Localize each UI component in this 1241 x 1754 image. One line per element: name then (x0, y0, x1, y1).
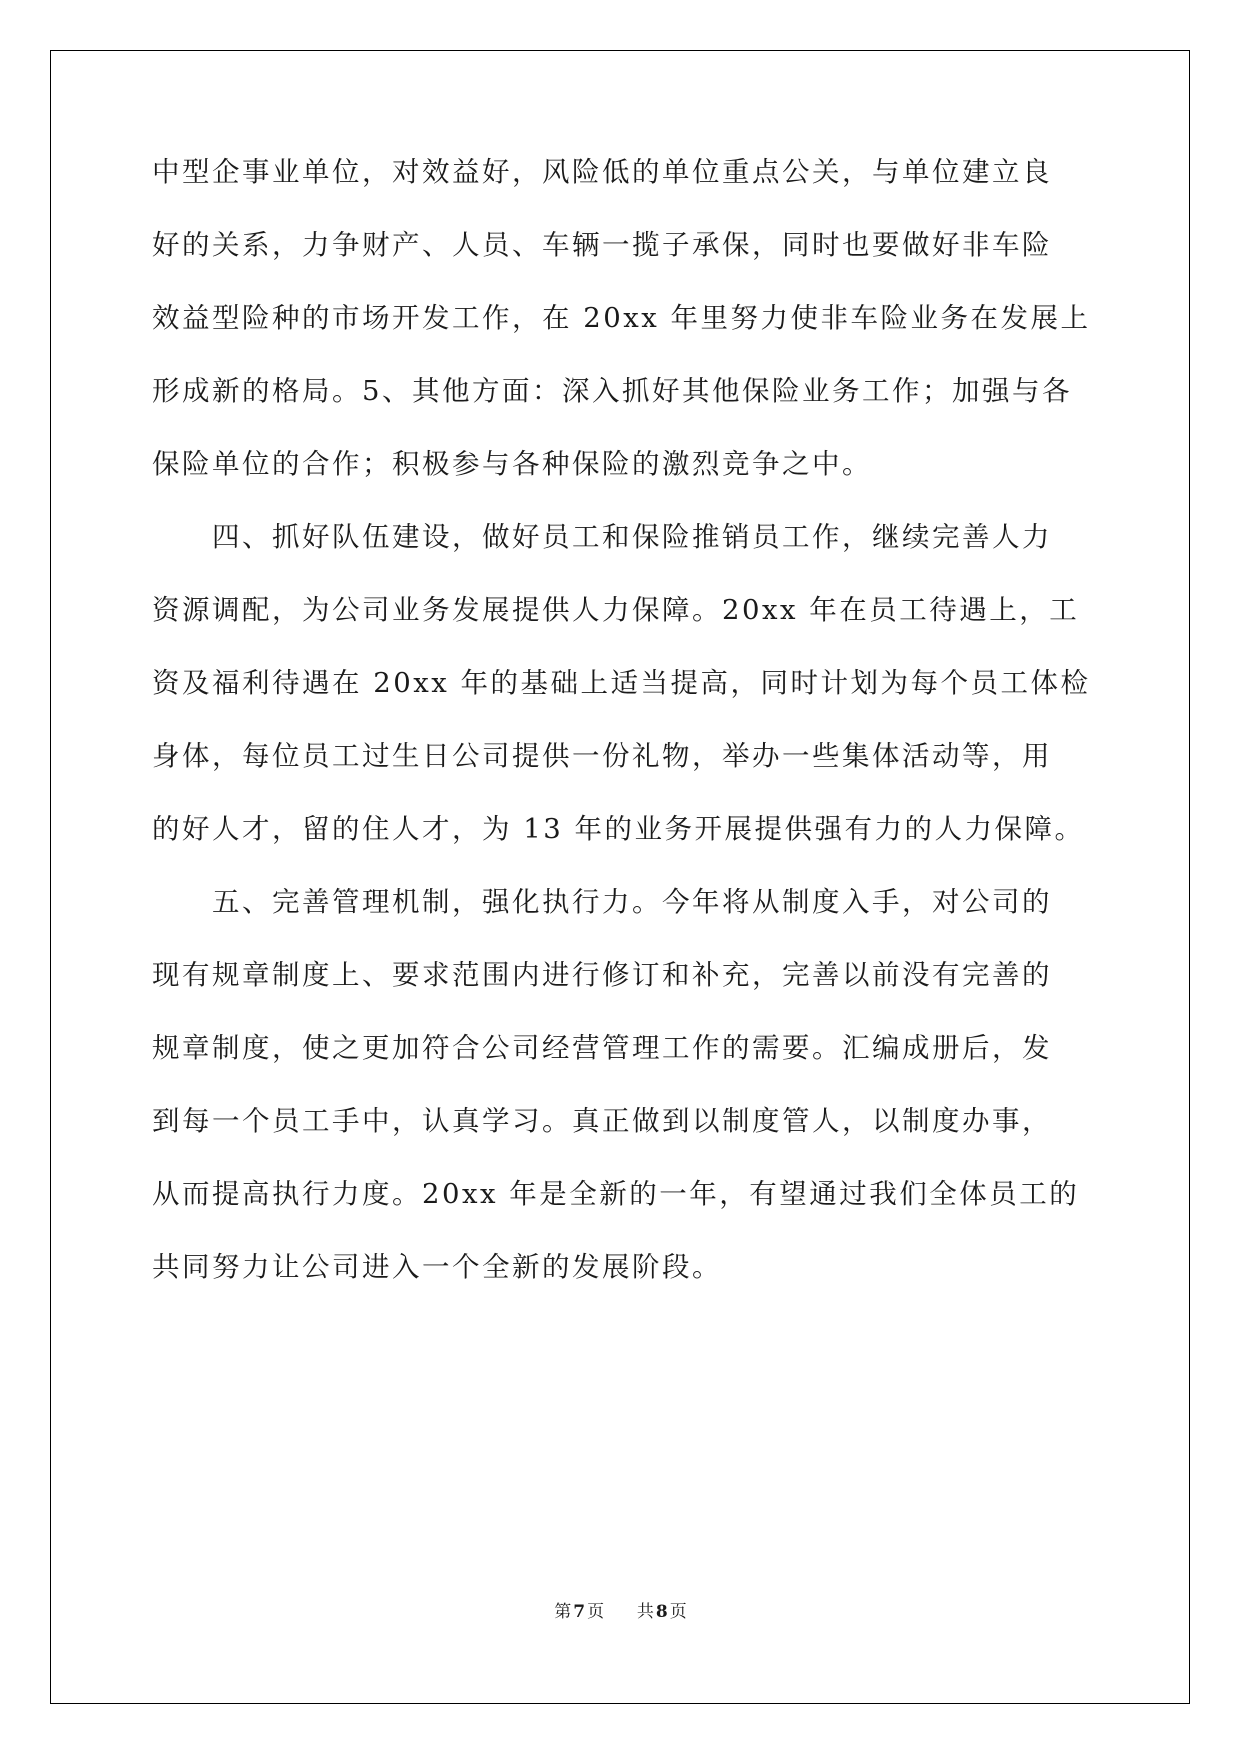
paragraph-start-line: 四、抓好队伍建设，做好员工和保险推销员工作，继续完善人力 (212, 521, 1052, 553)
text-line: 资及福利待遇在 20xx 年的基础上适当提高，同时计划为每个员工体检 (152, 667, 1090, 699)
text-line: 到每一个员工手中，认真学习。真正做到以制度管人，以制度办事， (152, 1105, 1052, 1137)
text-line: 保险单位的合作；积极参与各种保险的激烈竞争之中。 (152, 448, 872, 480)
paragraph-start-line: 五、完善管理机制，强化执行力。今年将从制度入手，对公司的 (212, 886, 1052, 918)
text-line: 现有规章制度上、要求范围内进行修订和补充，完善以前没有完善的 (152, 959, 1052, 991)
text-line: 好的关系，力争财产、人员、车辆一揽子承保，同时也要做好非车险 (152, 229, 1052, 261)
page-indicator (554, 1600, 604, 1624)
text-line: 的好人才，留的住人才，为 13 年的业务开展提供强有力的人力保障。 (152, 813, 1085, 845)
page-total (637, 1600, 687, 1624)
page-number: 7 (573, 1602, 586, 1622)
text-line: 身体，每位员工过生日公司提供一份礼物，举办一些集体活动等，用 (152, 740, 1052, 772)
page-suffix: 页 (587, 1602, 605, 1622)
text-line: 形成新的格局。5、其他方面：深入抓好其他保险业务工作；加强与各 (152, 375, 1072, 407)
text-line: 共同努力让公司进入一个全新的发展阶段。 (152, 1251, 722, 1283)
text-line: 中型企事业单位，对效益好，风险低的单位重点公关，与单位建立良 (152, 156, 1052, 188)
page-prefix: 第 (554, 1602, 572, 1622)
page-footer (0, 1600, 1241, 1624)
text-line: 从而提高执行力度。20xx 年是全新的一年，有望通过我们全体员工的 (152, 1178, 1080, 1210)
text-line: 效益型险种的市场开发工作，在 20xx 年里努力使非车险业务在发展上 (152, 302, 1090, 334)
total-suffix: 页 (669, 1602, 687, 1622)
total-number: 8 (655, 1602, 668, 1622)
text-line: 规章制度，使之更加符合公司经营管理工作的需要。汇编成册后，发 (152, 1032, 1052, 1064)
text-line: 资源调配，为公司业务发展提供人力保障。20xx 年在员工待遇上，工 (152, 594, 1080, 626)
total-prefix: 共 (636, 1602, 654, 1622)
